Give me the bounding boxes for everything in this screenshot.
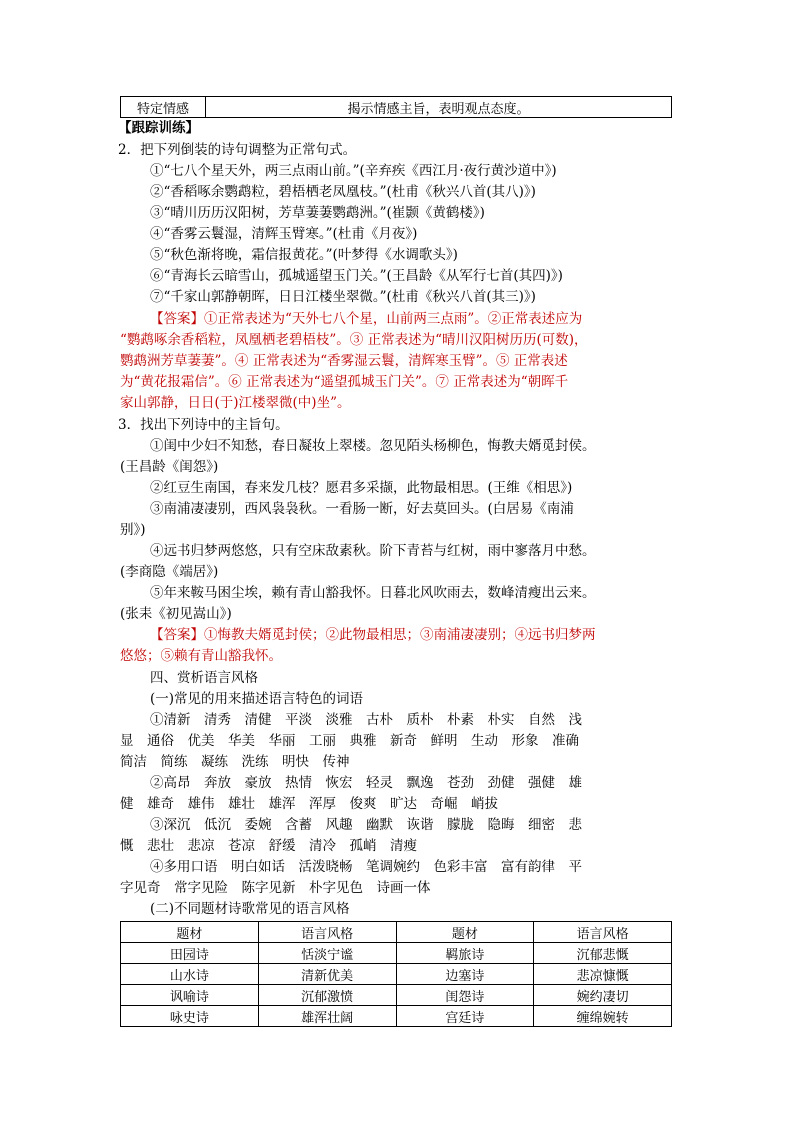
table-row [121, 985, 672, 1006]
q2-title: 2．把下列倒装的诗句调整为正常句式。 [118, 142, 357, 158]
top-table [120, 96, 672, 118]
table-header-cell: 题材 [121, 922, 259, 943]
q3-answer: 悠悠；⑤赖有青山豁我怀。 [120, 648, 282, 664]
q3-line: ②红豆生南国，春来发几枝？愿君多采撷，此物最相思。(王维《相思》) [150, 480, 573, 496]
table-header-row [121, 922, 672, 943]
q3-line: ⑤年来鞍马困尘埃，赖有青山豁我怀。日暮北风吹雨去，数峰清瘦出云来。 [150, 585, 596, 601]
table-cell: 羁旅诗 [396, 943, 534, 964]
sec4-title: 四、赏析语言风格 [150, 670, 258, 686]
sec4-words: ④多用口语 明白如话 活泼晓畅 笔调婉约 色彩丰富 富有韵律 平 [150, 859, 582, 875]
sec4-words: ②高昂 奔放 豪放 热情 恢宏 轻灵 飘逸 苍劲 劲健 强健 雄 [150, 775, 582, 791]
sec4-words: ①清新 清秀 清健 平淡 淡雅 古朴 质朴 朴素 朴实 自然 浅 [150, 712, 582, 728]
q2-item: ⑥“青海长云暗雪山，孤城遥望玉门关。”(王昌龄《从军行七首(其四)》) [150, 268, 563, 284]
top-table-cell-1: 特定情感 [121, 97, 206, 118]
q3-line: (王昌龄《闺怨》) [120, 459, 219, 475]
table-cell: 悲凉慷慨 [534, 964, 672, 985]
q2-item: ④“香雾云鬟湿，清辉玉臂寒。”(杜甫《月夜》) [150, 226, 418, 242]
table-cell: 雄浑壮阔 [258, 1006, 396, 1027]
q3-line: ③南浦凄凄别，西风袅袅秋。一看肠一断，好去莫回头。(白居易《南浦 [150, 501, 574, 517]
q2-answer: 鹦鹉洲芳草萋萋”。④ 正常表述为“香雾湿云鬟，清辉寒玉臂”。⑤ 正常表述 [120, 353, 568, 369]
q2-item: ⑦“千家山郭静朝晖，日日江楼坐翠微。”(杜甫《秋兴八首(其三)》) [150, 289, 536, 305]
q3-line: (张耒《初见嵩山》) [120, 606, 232, 622]
table-row [121, 1006, 672, 1027]
table-row [121, 943, 672, 964]
q3-line: 别》) [120, 522, 146, 538]
table-cell: 恬淡宁谧 [258, 943, 396, 964]
q2-item: ③“晴川历历汉阳树，芳草萋萋鹦鹉洲。”(崔颢《黄鹤楼》) [150, 205, 485, 221]
q3-title: 3．找出下列诗中的主旨句。 [118, 417, 289, 433]
table-cell: 田园诗 [121, 943, 259, 964]
table-row [121, 964, 672, 985]
q2-answer: 为“黄花报霜信”。⑥ 正常表述为“遥望孤城玉门关”。⑦ 正常表述为“朝晖千 [120, 374, 569, 390]
q2-answer: 【答案】①正常表述为“天外七八个星，山前两三点雨”。②正常表述应为 [150, 311, 583, 327]
q3-answer: 【答案】①悔教夫婿觅封侯；②此物最相思；③南浦凄凄别；④远书归梦两 [150, 627, 596, 643]
table-cell: 清新优美 [258, 964, 396, 985]
table-cell: 咏史诗 [121, 1006, 259, 1027]
table-header-cell: 语言风格 [534, 922, 672, 943]
q2-item: ②“香稻啄余鹦鹉粒，碧梧栖老凤凰枝。”(杜甫《秋兴八首(其八)》) [150, 184, 536, 200]
sec4-sub2: (二)不同题材诗歌常见的语言风格 [150, 901, 350, 917]
section-title: 【跟踪训练】 [118, 120, 199, 136]
table-cell: 缠绵婉转 [534, 1006, 672, 1027]
q3-line: (李商隐《端居》) [120, 564, 219, 580]
sec4-words: 慨 悲壮 悲凉 苍凉 舒缓 清冷 孤峭 清瘦 [120, 838, 417, 854]
q3-line: ④远书归梦两悠悠，只有空床敌素秋。阶下青苔与红树，雨中寥落月中愁。 [150, 543, 596, 559]
table-cell: 婉约凄切 [534, 985, 672, 1006]
sec4-words: 健 雄奇 雄伟 雄壮 雄浑 浑厚 俊爽 旷达 奇崛 峭拔 [120, 796, 498, 812]
table-cell: 闺怨诗 [396, 985, 534, 1006]
q2-item: ⑤“秋色渐将晚，霜信报黄花。”(叶梦得《水调歌头》) [150, 247, 458, 263]
table-header-cell: 题材 [396, 922, 534, 943]
top-table-cell-2: 揭示情感主旨，表明观点态度。 [206, 97, 672, 118]
sec4-words: 字见奇 常字见险 陈字见新 朴字见色 诗画一体 [120, 880, 431, 896]
style-table [120, 921, 672, 1027]
table-cell: 沉郁激愤 [258, 985, 396, 1006]
table-cell: 边塞诗 [396, 964, 534, 985]
q2-answer: 家山郭静，日日(于)江楼翠微(中)坐”。 [120, 395, 351, 411]
q2-item: ①“七八个星天外，两三点雨山前。”(辛弃疾《西江月·夜行黄沙道中》) [150, 163, 557, 179]
q3-line: ①闺中少妇不知愁，春日凝妆上翠楼。忽见陌头杨柳色，悔教夫婿觅封侯。 [150, 438, 596, 454]
sec4-words: ③深沉 低沉 委婉 含蓄 风趣 幽默 诙谐 朦胧 隐晦 细密 悲 [150, 817, 582, 833]
table-cell: 山水诗 [121, 964, 259, 985]
sec4-sub1: (一)常见的用来描述语言特色的词语 [150, 691, 364, 707]
table-header-cell: 语言风格 [258, 922, 396, 943]
table-cell: 沉郁悲慨 [534, 943, 672, 964]
table-cell: 宫廷诗 [396, 1006, 534, 1027]
sec4-words: 简洁 简练 凝练 洗练 明快 传神 [120, 754, 350, 770]
sec4-words: 显 通俗 优美 华美 华丽 工丽 典雅 新奇 鲜明 生动 形象 准确 [120, 733, 579, 749]
table-cell: 讽喻诗 [121, 985, 259, 1006]
q2-answer: “鹦鹉啄余香稻粒，凤凰栖老碧梧枝”。③ 正常表述为“晴川汉阳树历历(可数)， [120, 332, 588, 348]
